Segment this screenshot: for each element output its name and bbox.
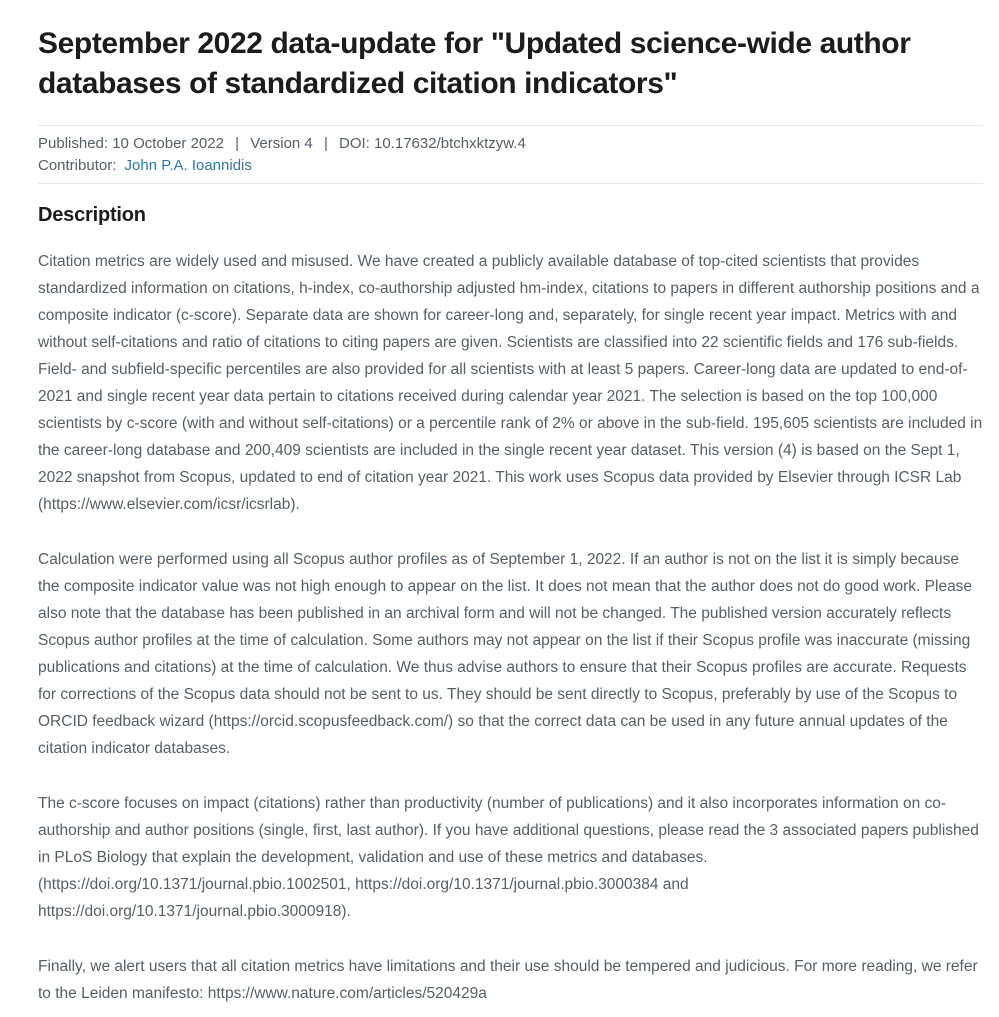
dataset-detail-page [0, 24, 999, 1017]
meta-separator: | [235, 135, 240, 152]
meta-section [38, 126, 983, 183]
publication-info-row [38, 133, 983, 155]
contributor-link[interactable]: John P.A. Ioannidis [124, 157, 252, 174]
version-text: Version 4 [250, 135, 313, 152]
published-text: Published: 10 October 2022 [38, 135, 224, 152]
contributor-row [38, 155, 983, 177]
page-title: September 2022 data-update for "Updated science-wide author databases of standardized citation indicators" [38, 27, 911, 100]
description-paragraph-1: Citation metrics are widely used and misused. We have created a publicly available database of top-cited scientists that provides standardized information on citations, h-index, co-authorship adjusted hm-index, citations to papers in different authorship positions and a composite indicator (c-score). Separate data are shown for career-long and, separately, for single recent year impact. Metrics with and without self-citations and ratio of citations to citing papers are given. Scientists are classified into 22 scientific fields and 176 sub-fields. Field- and subfield-specific percentiles are also provided for all scientists with at least 5 papers. Career-long data are updated to end-of-2021 and single recent year data pertain to citations received during calendar year 2021. The selection is based on the top 100,000 scientists by c-score (with and without self-citations) or a percentile rank of 2% or above in the sub-field. 195,605 scientists are included in the career-long database and 200,409 scientists are included in the single recent year dataset. This version (4) is based on the Sept 1, 2022 snapshot from Scopus, updated to end of citation year 2021. This work uses Scopus data provided by Elsevier through ICSR Lab (https://www.elsevier.com/icsr/icsrlab). [38, 253, 983, 513]
description-section [38, 204, 983, 1007]
description-heading: Description [38, 204, 146, 226]
description-paragraph-2: Calculation were performed using all Scopus author profiles as of September 1, 2022. If an author is not on the list it is simply because the composite indicator value was not high enough to appear on the list. It does not mean that the author does not do good work. Please also note that the database has been published in an archival form and will not be changed. The published version accurately reflects Scopus author profiles at the time of calculation. Some authors may not appear on the list if their Scopus profile was inaccurate (missing publications and citations) at the time of calculation. We thus advise authors to ensure that their Scopus profiles are accurate. Requests for corrections of the Scopus data should not be sent to us. They should be sent directly to Scopus, preferably by use of the Scopus to ORCID feedback wizard (https://orcid.scopusfeedback.com/) so that the correct data can be used in any future annual updates of the citation indicator databases. [38, 551, 973, 757]
description-paragraph-4: Finally, we alert users that all citation metrics have limitations and their use should be tempered and judicious. For more reading, we refer to the Leiden manifesto: https://www.nature.com/articles/520429a [38, 958, 978, 1002]
divider-meta [38, 183, 983, 184]
doi-text: DOI: 10.17632/btchxktzyw.4 [339, 135, 526, 152]
description-paragraph-3: The c-score focuses on impact (citations) rather than productivity (number of publications) and it also incorporates information on co-authorship and author positions (single, first, last author). If you have additional questions, please read the 3 associated papers published in PLoS Biology that explain the development, validation and use of these metrics and databases. (https://doi.org/10.1371/journal.pbio.1002501, https://doi.org/10.1371/journal.pbio.3000384 and https://doi.org/10.1371/journal.pbio.3000918). [38, 795, 979, 920]
meta-separator: | [323, 135, 328, 152]
contributor-label: Contributor: [38, 157, 117, 174]
